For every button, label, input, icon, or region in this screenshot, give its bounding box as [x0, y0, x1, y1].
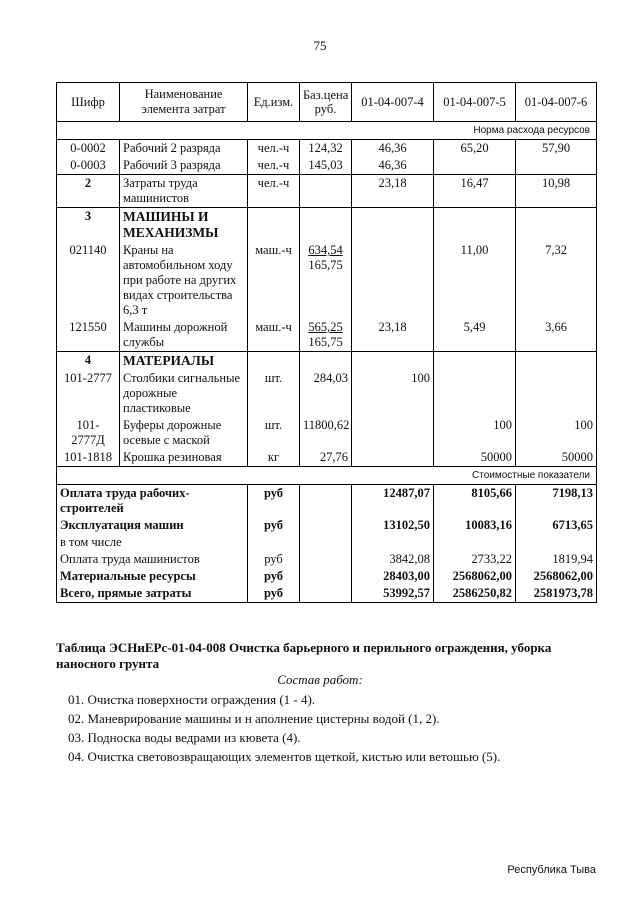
cost-row	[57, 517, 597, 534]
cell-unit	[248, 534, 300, 551]
cell-col2: 16,47	[434, 175, 516, 208]
cell-name: Машины дорожной службы	[120, 319, 248, 352]
cell-name: Рабочий 2 разряда	[120, 140, 248, 158]
cell-unit: маш.-ч	[248, 242, 300, 319]
cell-col3: 50000	[516, 449, 597, 467]
cell-col3: 2581973,78	[516, 585, 597, 603]
price-top: 565,25	[308, 320, 343, 334]
cell-unit: шт.	[248, 370, 300, 417]
work-item: 02. Маневрирование машины и н аполнение цистерны водой (1, 2).	[68, 711, 440, 726]
subheader-norms-label: Норма расхода ресурсов	[57, 122, 597, 140]
cell-price	[300, 175, 352, 208]
header-unit: Ед.изм.	[248, 83, 300, 122]
cell-code: 101-1818	[57, 449, 120, 467]
cell-code: 101-2777	[57, 370, 120, 417]
cell-col3: 3,66	[516, 319, 597, 352]
empty-cell	[352, 208, 434, 243]
header-base-price: Баз.цена руб.	[300, 83, 352, 122]
cell-name: Столбики сигнальные дорожные пластиковые	[120, 370, 248, 417]
cell-price	[300, 517, 352, 534]
price-top: 634,54	[308, 243, 343, 257]
header-col3: 01-04-007-6	[516, 83, 597, 122]
cell-col2: 8105,66	[434, 485, 516, 518]
cell-cost-name: Эксплуатация машин	[57, 517, 248, 534]
cell-cost-name: в том числе	[57, 534, 248, 551]
table-row	[57, 140, 597, 158]
cell-code: 0-0003	[57, 157, 120, 175]
price-bottom: 165,75	[308, 335, 343, 349]
cell-col3: 7,32	[516, 242, 597, 319]
cell-col2: 2733,22	[434, 551, 516, 568]
cell-unit: руб	[248, 585, 300, 603]
cell-unit: чел.-ч	[248, 175, 300, 208]
section-title: МАТЕРИАЛЫ	[120, 352, 248, 371]
cell-col1: 46,36	[352, 157, 434, 175]
cell-unit: чел.-ч	[248, 157, 300, 175]
cell-price	[300, 485, 352, 518]
cell-price: 27,76	[300, 449, 352, 467]
cell-col1	[352, 242, 434, 319]
work-item: 04. Очистка световозвращающих элементов щеткой, кистью или ветошью (5).	[68, 749, 501, 764]
cell-col3: 57,90	[516, 140, 597, 158]
work-item: 01. Очистка поверхности ограждения (1 - 4).	[68, 692, 316, 707]
cell-price	[300, 242, 352, 319]
cell-price	[300, 319, 352, 352]
section-machines	[57, 208, 597, 243]
works-title: Состав работ:	[277, 672, 363, 687]
cell-col1	[352, 417, 434, 449]
cell-code: 2	[57, 175, 120, 208]
table-row	[57, 417, 597, 449]
cost-row	[57, 534, 597, 551]
cell-name: Рабочий 3 разряда	[120, 157, 248, 175]
cell-col3: 1819,94	[516, 551, 597, 568]
table-row	[57, 319, 597, 352]
subheader-costs-label: Стоимостные показатели	[57, 467, 597, 485]
cell-col1: 23,18	[352, 175, 434, 208]
cell-unit: маш.-ч	[248, 319, 300, 352]
section-title: МАШИНЫ И МЕХАНИЗМЫ	[120, 208, 248, 243]
cell-price: 11800,62	[300, 417, 352, 449]
cell-col1	[352, 534, 434, 551]
cell-col3: 10,98	[516, 175, 597, 208]
header-col2: 01-04-007-5	[434, 83, 516, 122]
cell-cost-name: Всего, прямые затраты	[57, 585, 248, 603]
subheader-norms	[57, 122, 597, 140]
cell-name: Крошка резиновая	[120, 449, 248, 467]
cost-row	[57, 551, 597, 568]
empty-cell	[352, 352, 434, 371]
cell-unit: руб	[248, 551, 300, 568]
subheader-costs	[57, 467, 597, 485]
cell-col2: 100	[434, 417, 516, 449]
cell-col1: 28403,00	[352, 568, 434, 585]
cell-col2	[434, 157, 516, 175]
works-list	[68, 690, 500, 766]
header-code: Шифр	[57, 83, 120, 122]
cell-unit: руб	[248, 568, 300, 585]
cell-code: 021140	[57, 242, 120, 319]
cell-col2: 50000	[434, 449, 516, 467]
empty-cell	[434, 352, 516, 371]
cell-price	[300, 551, 352, 568]
cell-col2: 2586250,82	[434, 585, 516, 603]
empty-cell	[248, 208, 300, 243]
cell-col1: 3842,08	[352, 551, 434, 568]
cell-col2: 11,00	[434, 242, 516, 319]
header-name: Наименование элемента затрат	[120, 83, 248, 122]
cell-col3	[516, 157, 597, 175]
cell-name: Буферы дорожные осевые с маской	[120, 417, 248, 449]
cell-code: 101-2777Д	[57, 417, 120, 449]
cell-col1: 53992,57	[352, 585, 434, 603]
header-col1: 01-04-007-4	[352, 83, 434, 122]
cell-unit: руб	[248, 517, 300, 534]
cell-cost-name: Оплата труда рабочих-строителей	[57, 485, 248, 518]
cell-col3: 2568062,00	[516, 568, 597, 585]
footer-region: Республика Тыва	[507, 864, 596, 876]
cell-price: 145,03	[300, 157, 352, 175]
table-row	[57, 157, 597, 175]
cell-col2: 65,20	[434, 140, 516, 158]
section-materials	[57, 352, 597, 371]
cell-price: 284,03	[300, 370, 352, 417]
cell-cost-name: Оплата труда машинистов	[57, 551, 248, 568]
cell-col1: 23,18	[352, 319, 434, 352]
table-row	[57, 370, 597, 417]
cost-row	[57, 585, 597, 603]
cell-col1: 12487,07	[352, 485, 434, 518]
empty-cell	[300, 352, 352, 371]
empty-cell	[516, 208, 597, 243]
cell-col1	[352, 449, 434, 467]
cell-col2	[434, 534, 516, 551]
section-code: 4	[57, 352, 120, 371]
table-row	[57, 242, 597, 319]
cell-code: 121550	[57, 319, 120, 352]
cell-price	[300, 534, 352, 551]
cell-cost-name: Материальные ресурсы	[57, 568, 248, 585]
resource-table	[56, 82, 597, 603]
cell-name: Краны на автомобильном ходу при работе на других видах строительства 6,3 т	[120, 242, 248, 319]
table-row	[57, 175, 597, 208]
cell-name: Затраты труда машинистов	[120, 175, 248, 208]
empty-cell	[248, 352, 300, 371]
cell-col3	[516, 370, 597, 417]
cell-col2: 5,49	[434, 319, 516, 352]
price-bottom: 165,75	[308, 258, 343, 272]
empty-cell	[434, 208, 516, 243]
cell-col1: 100	[352, 370, 434, 417]
cell-price	[300, 585, 352, 603]
cell-col2: 2568062,00	[434, 568, 516, 585]
cell-unit: кг	[248, 449, 300, 467]
cell-col3	[516, 534, 597, 551]
work-item: 03. Подноска воды ведрами из кювета (4).	[68, 730, 301, 745]
empty-cell	[516, 352, 597, 371]
cost-row	[57, 568, 597, 585]
cell-unit: руб	[248, 485, 300, 518]
table-header-row	[57, 83, 597, 122]
cell-price: 124,32	[300, 140, 352, 158]
table-caption: Таблица ЭСНиЕРс-01-04-008 Очистка барьерного и перильного ограждения, уборка наносного грунта	[56, 640, 552, 671]
cell-col3: 6713,65	[516, 517, 597, 534]
cell-col2	[434, 370, 516, 417]
cell-col1: 46,36	[352, 140, 434, 158]
cell-price	[300, 568, 352, 585]
cell-col2: 10083,16	[434, 517, 516, 534]
cell-col3: 100	[516, 417, 597, 449]
empty-cell	[300, 208, 352, 243]
cell-code: 0-0002	[57, 140, 120, 158]
cell-unit: чел.-ч	[248, 140, 300, 158]
cell-col3: 7198,13	[516, 485, 597, 518]
table-row	[57, 449, 597, 467]
cell-col1: 13102,50	[352, 517, 434, 534]
section-code: 3	[57, 208, 120, 243]
page-number: 75	[313, 38, 327, 53]
cost-row	[57, 485, 597, 518]
cell-unit: шт.	[248, 417, 300, 449]
